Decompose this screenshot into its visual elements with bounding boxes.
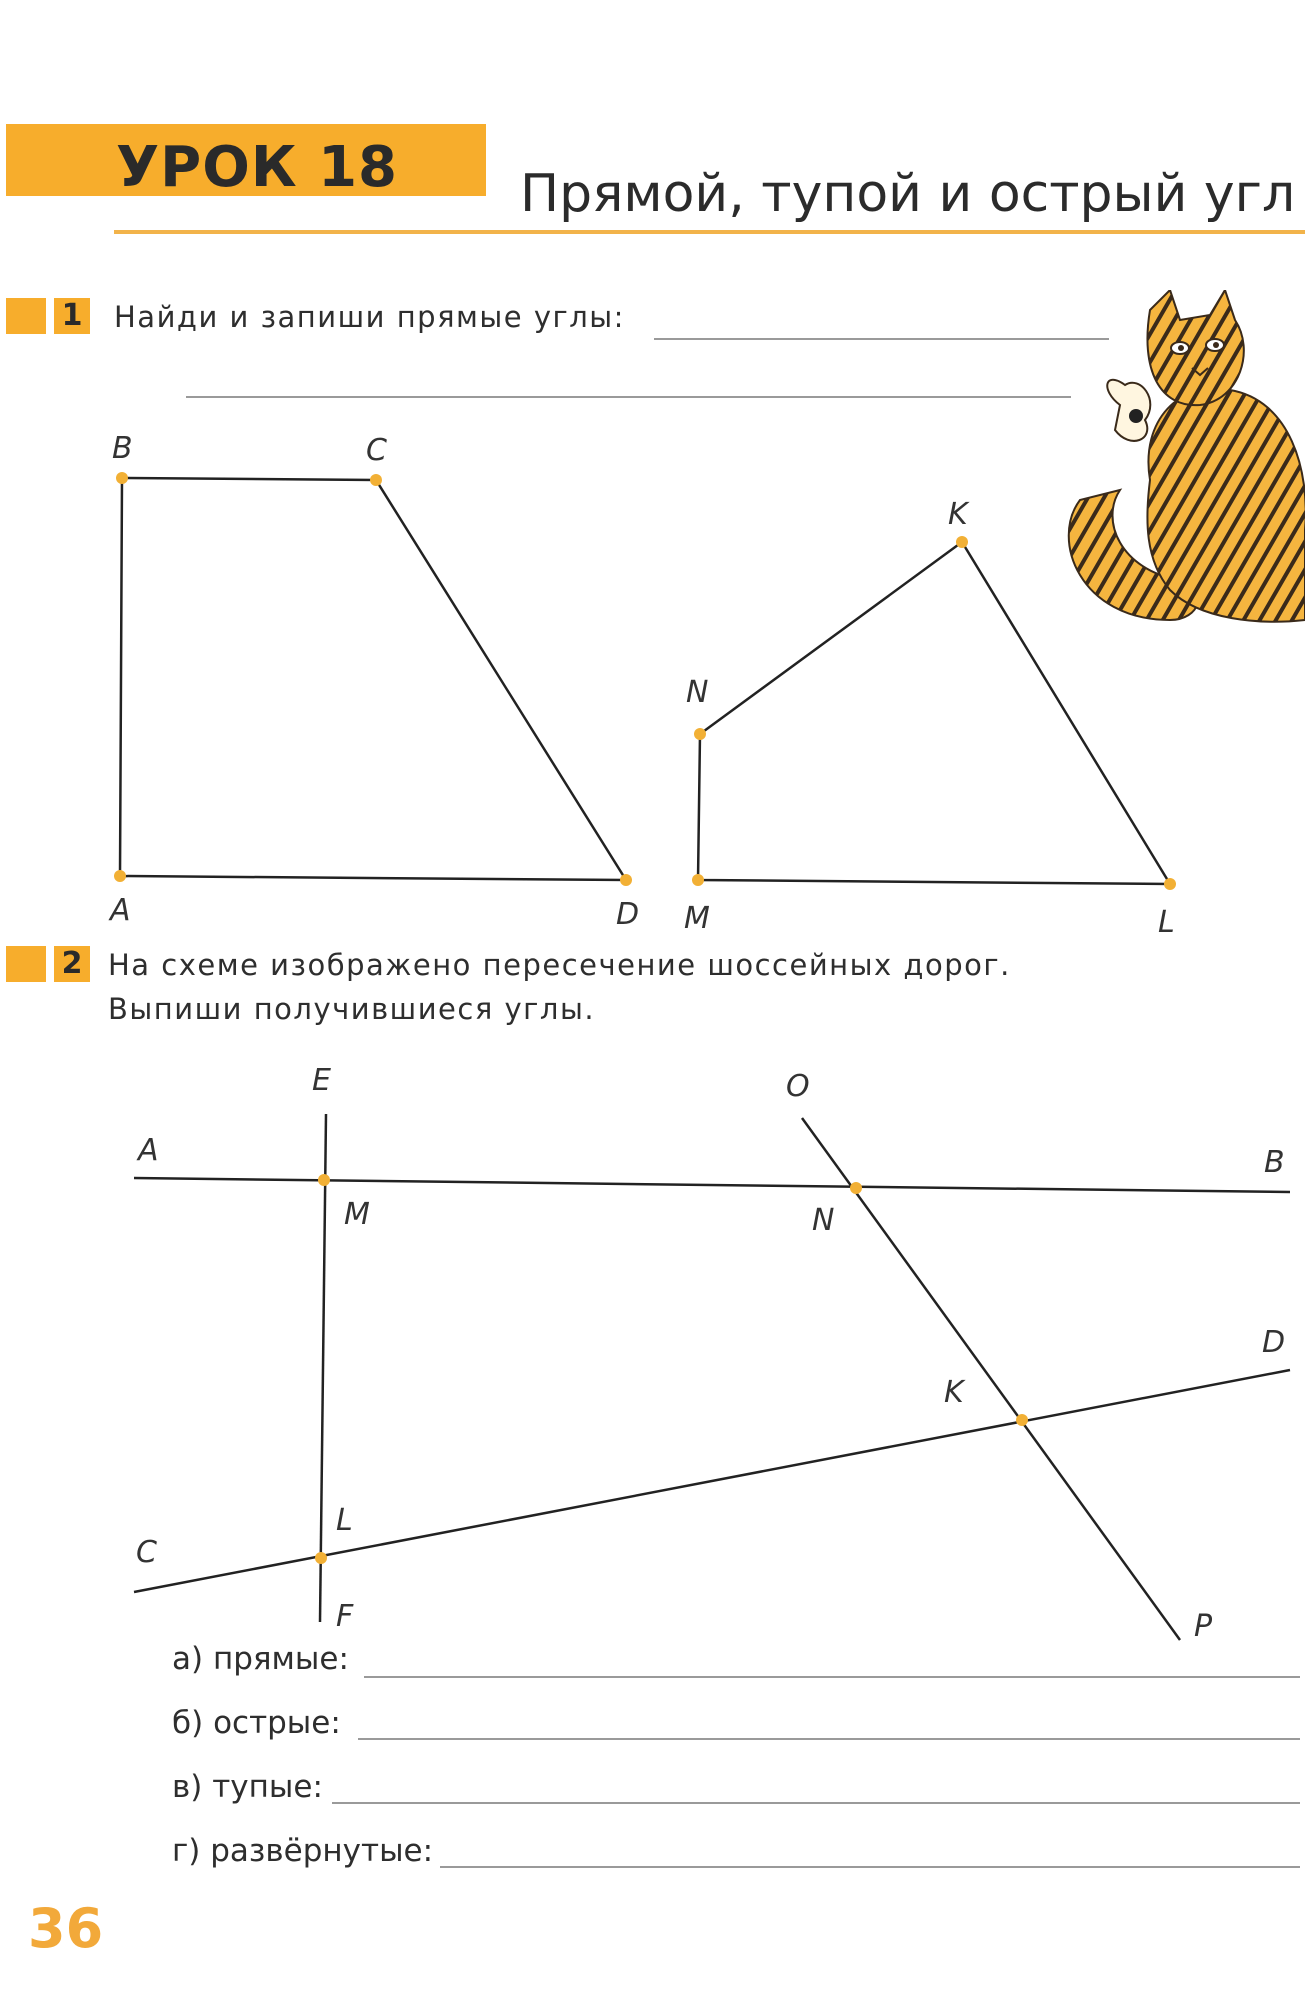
answer-label-right: а) прямые: xyxy=(172,1641,349,1677)
point-k xyxy=(956,536,968,548)
point-l xyxy=(315,1552,327,1564)
point-b xyxy=(116,472,128,484)
lesson-label: УРОК 18 xyxy=(116,135,399,200)
lesson-title: Прямой, тупой и острый угл xyxy=(520,164,1296,224)
task-2-text-line-1: На схеме изображено пересечение шоссейных дорог. xyxy=(108,948,1011,982)
label-a: A xyxy=(110,893,131,928)
task-2-number: 2 xyxy=(54,946,90,982)
point-k xyxy=(1016,1414,1028,1426)
label-m: M xyxy=(684,901,710,936)
label-o: O xyxy=(786,1069,810,1104)
label-l: L xyxy=(336,1503,353,1538)
line-op xyxy=(802,1118,1180,1640)
label-c: C xyxy=(136,1535,157,1570)
label-a: A xyxy=(138,1133,159,1168)
answer-label-obtuse: в) тупые: xyxy=(172,1769,323,1805)
page-number: 36 xyxy=(28,1897,104,1960)
point-m xyxy=(692,874,704,886)
point-n xyxy=(850,1182,862,1194)
line-ef xyxy=(320,1114,326,1622)
point-l xyxy=(1164,878,1176,890)
answer-line-right[interactable] xyxy=(364,1676,1300,1678)
roads-diagram xyxy=(0,1040,1305,1660)
answer-line-acute[interactable] xyxy=(358,1738,1300,1740)
quadrilateral-knml xyxy=(684,497,1176,940)
label-p: P xyxy=(1194,1609,1213,1644)
line-ab xyxy=(134,1178,1290,1192)
label-b: B xyxy=(1264,1145,1285,1180)
label-l: L xyxy=(1158,905,1175,940)
answer-line-straight[interactable] xyxy=(440,1866,1300,1868)
label-n: N xyxy=(686,675,709,710)
task-1-text: Найди и запиши прямые углы: xyxy=(114,300,625,334)
label-n: N xyxy=(812,1203,835,1238)
answer-label-acute: б) острые: xyxy=(172,1705,341,1741)
label-m: M xyxy=(344,1197,370,1232)
point-n xyxy=(694,728,706,740)
quadrilateral-abcd xyxy=(108,431,639,932)
point-d xyxy=(620,874,632,886)
task-2-text-line-2: Выпиши получившиеся углы. xyxy=(108,992,596,1026)
line-cd xyxy=(134,1370,1290,1592)
point-a xyxy=(114,870,126,882)
label-k: K xyxy=(944,1375,964,1410)
label-e: E xyxy=(312,1063,331,1098)
answer-label-straight: г) развёрнутые: xyxy=(172,1833,434,1869)
label-f: F xyxy=(336,1599,354,1634)
label-d: D xyxy=(616,897,640,932)
point-c xyxy=(370,474,382,486)
point-m xyxy=(318,1174,330,1186)
label-d: D xyxy=(1262,1325,1286,1360)
task-2-marker xyxy=(6,946,83,982)
answer-line-obtuse[interactable] xyxy=(332,1802,1300,1804)
label-b: B xyxy=(112,431,133,466)
task-1-figures xyxy=(0,0,1305,960)
label-k: K xyxy=(948,497,968,532)
task-1-number: 1 xyxy=(54,298,90,334)
label-c: C xyxy=(366,433,387,468)
